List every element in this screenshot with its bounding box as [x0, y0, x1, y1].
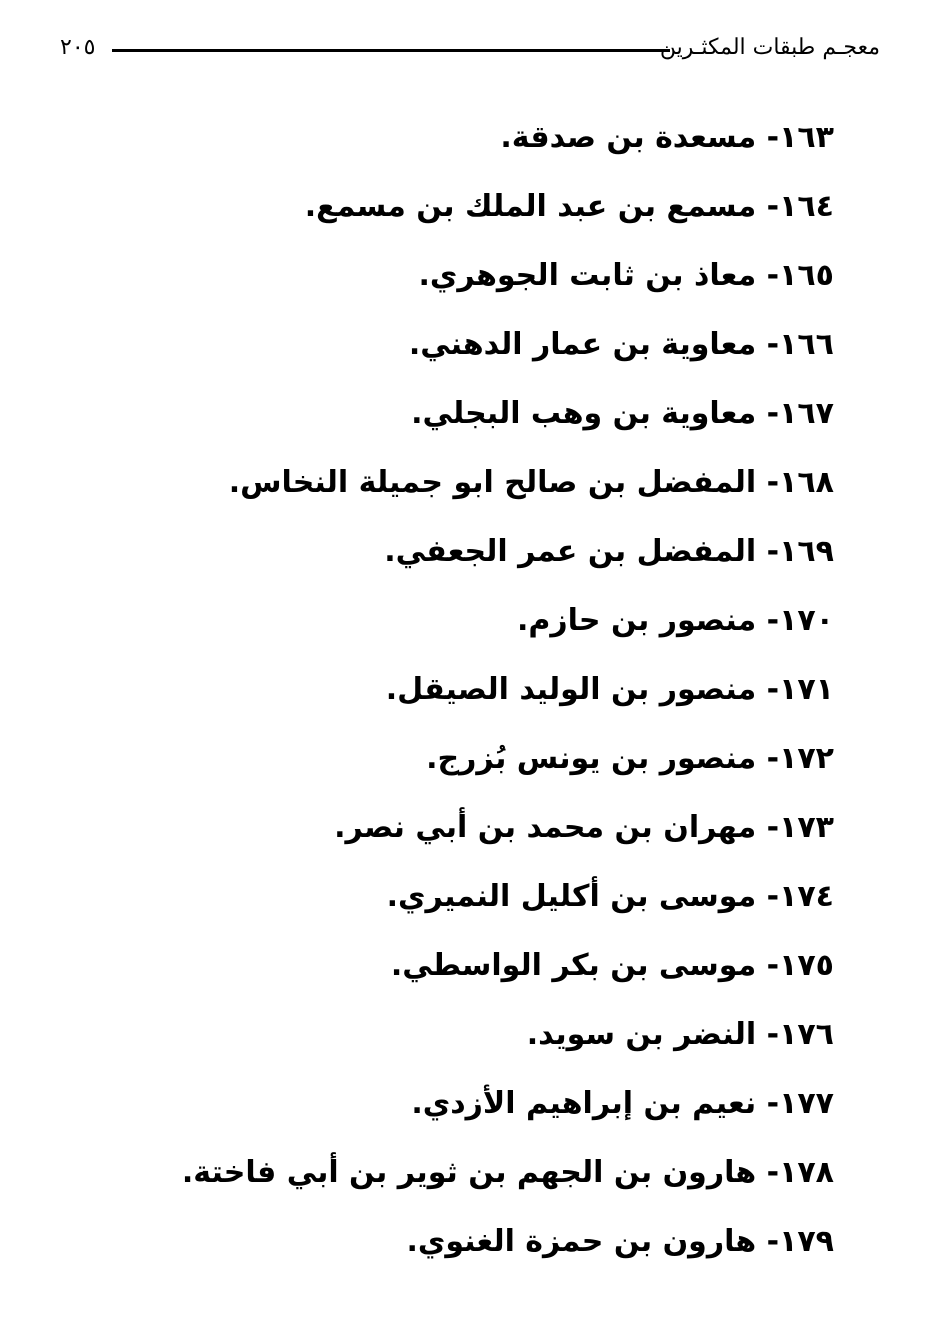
list-item: ١٦٣- مسعدة بن صدقة. [500, 120, 834, 155]
list-item: ١٧٦- النضر بن سويد. [526, 1017, 834, 1052]
list-item: ١٧٤- موسى بن أكليل النميري. [386, 879, 834, 914]
list-item: ١٧٩- هارون بن حمزة الغنوي. [406, 1224, 834, 1259]
list-item: ١٧٢- منصور بن يونس بُزرج. [426, 741, 834, 776]
list-item: ١٧٣- مهران بن محمد بن أبي نصر. [334, 810, 834, 845]
entry-list [181, 116, 834, 1289]
list-item: ١٧٧- نعيم بن إبراهيم الأزدي. [411, 1086, 834, 1121]
list-item: ١٦٤- مسمع بن عبد الملك بن مسمع. [304, 189, 834, 224]
list-item: ١٦٥- معاذ بن ثابت الجوهري. [418, 258, 834, 293]
list-item: ١٦٦- معاوية بن عمار الدهني. [408, 327, 834, 362]
list-item: ١٦٧- معاوية بن وهب البجلي. [411, 396, 834, 431]
page-number: ٢٠٥ [60, 35, 96, 60]
list-item: ١٦٨- المفضل بن صالح ابو جميلة النخاس. [228, 465, 834, 500]
list-item: ١٦٩- المفضل بن عمر الجعفي. [384, 534, 834, 569]
header-title: معجـم طبقات المكثـرين [659, 35, 880, 60]
list-item: ١٧٠- منصور بن حازم. [517, 603, 834, 638]
list-item: ١٧٨- هارون بن الجهم بن ثوير بن أبي فاختة. [181, 1155, 834, 1190]
list-item: ١٧١- منصور بن الوليد الصيقل. [385, 672, 834, 707]
header-rule [112, 49, 670, 52]
running-header [60, 30, 880, 66]
list-item: ١٧٥- موسى بن بكر الواسطي. [390, 948, 834, 983]
